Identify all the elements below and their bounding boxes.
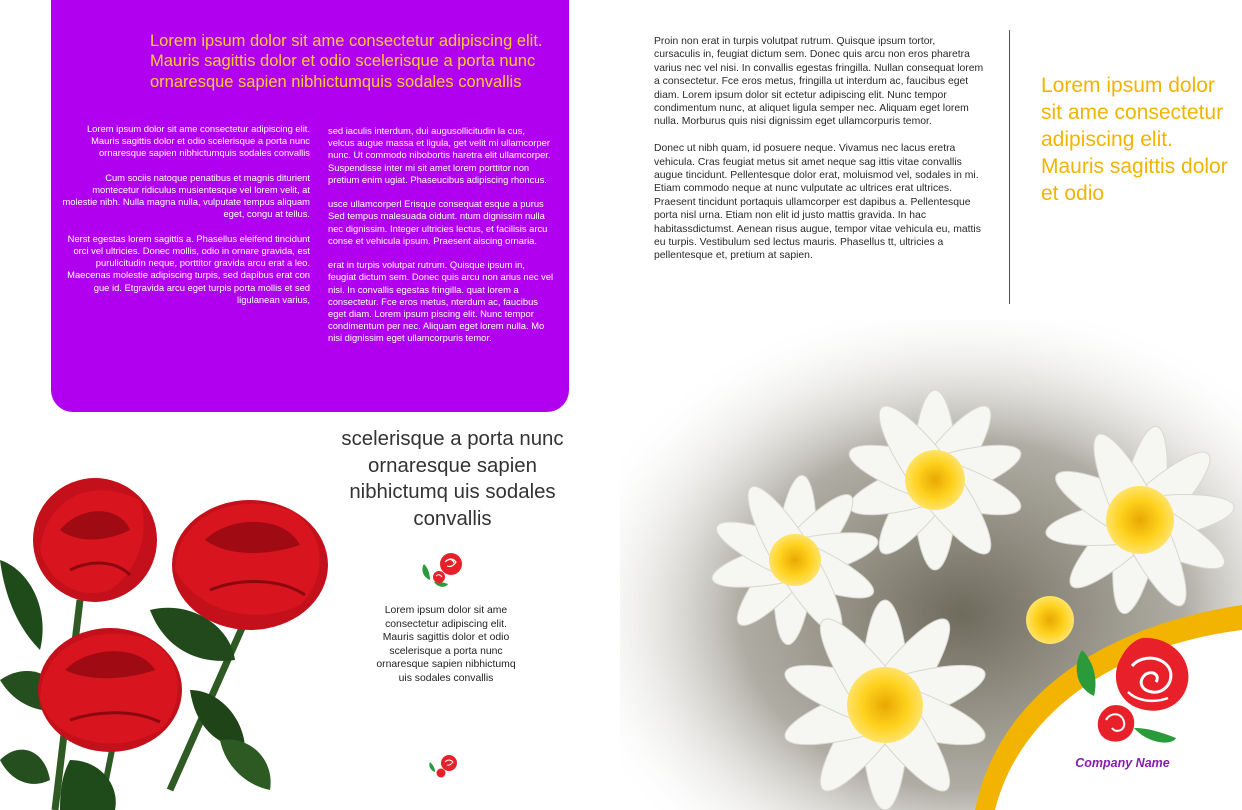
panel-right-paragraph: usce ullamcorperl Erisque consequat esque a purus Sed tempus malesuada oidunt. ntum dignissim nulla nec dignissim. Integer ultricies lectus, et facilisis arcu conse et vehicula ipsum. Praesent aiscing ornaria. [328,198,548,246]
rose-logo-icon [418,546,470,590]
panel-left-paragraph: Nerst egestas lorem sagittis a. Phasellus eleifend tincidunt orci vel ultricies. Donec mollis, odio in ornare gravida, est purulicitudin neque, porttitor gravida arcu erat a leo. Maecenas molestie adipiscing turpis, sed dapibus erat con gue id. Etgravida arcu eget turpis porta mollis et sed ligulanean varius, [67,232,310,305]
right-page-paragraph: Proin non erat in turpis volutpat rutrum. Quisque ipsum tortor, cursaculis in, feugiat dictum sem. Donec quis arcu non eros pharetra varius nec vel nisi. In convallis egestas fringilla. Nullan consequat lorem a consectetur. Fce eros metus, fringilla ut interdum ac, faucibus eget diam. Lorem ipsum dolor sit ectetur adipiscing elit. Nunc tempor condimentum nunc, at aliquet ligula semper nec. Aliquam eget lorem nulla. Morburus quis nisi dignissim eget ullamcorpuris temor. [654,36,984,128]
rose-small-icon [428,752,462,780]
vertical-divider [1009,30,1010,304]
panel-left-paragraph: Lorem ipsum dolor sit ame consectetur adipiscing elit. Mauris sagittis dolor et odio scelerisque a porta nunc ornaresque sapien nibhictumquis sodales convallis [86,123,310,159]
panel-right-paragraph: sed iaculis interdum, dui augusollicitudin la cus, velcus augue massa et ligula, get velit mi ullamcorper nunc. Ut commodo nibobortis haretra elit ullamcorper. Suspendisse inter mi sit amet lorem porttitor non pretium enim ugiat. Phaseucibus adipiscing rhoncus. [328,125,551,185]
panel-right-column [328,125,554,357]
right-page-body [654,35,984,276]
panel-right-paragraph: erat in turpis volutpat rutrum. Quisque ipsum in, feugiat dictum sem. Donec quis arcu non arius nec vel nisi. In convallis egestas fringilla. quat lorem a consectetur. Fce eros metus, nterdum ac, faucibus eget diam. Lorem ipsum piscing elit. Nunc tempor condimentum per nec. Aliquam eget lorem nulla. Mo nisi dignissim eget ullamcorpuris temor. [328,259,554,344]
panel-heading: Lorem ipsum dolor sit ame consectetur adipiscing elit. Mauris sagittis dolor et odio scelerisque a porta nunc ornaresque sapien nibhictumquis sodales convallis [150,32,543,91]
panel-left-paragraph: Cum sociis natoque penatibus et magnis diturient montecetur ridiculus musientesque vel lorem velit, at molestie nibh. Nulla magna nulla, vulputate tempus aliquam eget, congu at tellus. [62,171,310,220]
right-page-paragraph: Donec ut nibh quam, id posuere neque. Vivamus nec lacus eretra vehicula. Cras feugiat metus sit amet neque sag ittis vitae convallis augue tincidunt. Pellentesque dolor erat, moluismod vel, sodales in mi. Etiam commodo neque at nunc vulputate ac ultrices erat ultrices. Praesent tincidunt portaquis ullamcorper est dapibus a. Pellentesque porta nisl urna. Etiam non elit id justo mattis gravida. In hac habitassdictumst. Aenean risus augue, tempor vitae vehicula eu, mattis eu turpis. Vestibulum sed lectus mauris. Phasellus tt, ultricies a pellentesque et, pretium at sapien. [654,143,981,262]
company-name: Company Name [1075,756,1170,770]
pull-quote: Lorem ipsum dolor sit ame consectetur adipiscing elit. Mauris sagittis dolor et odio [1041,74,1228,205]
panel-left-column [58,123,310,318]
middle-heading: scelerisque a porta nunc ornaresque sapien nibhictumq uis sodales convallis [341,428,564,530]
company-logo-icon [1072,636,1196,748]
red-roses-image [0,460,345,810]
middle-body: Lorem ipsum dolor sit ame consectetur adipiscing elit. Mauris sagittis dolor et odio scelerisque a porta nunc ornaresque sapien nibhictumq uis sodales convallis [376,605,516,684]
